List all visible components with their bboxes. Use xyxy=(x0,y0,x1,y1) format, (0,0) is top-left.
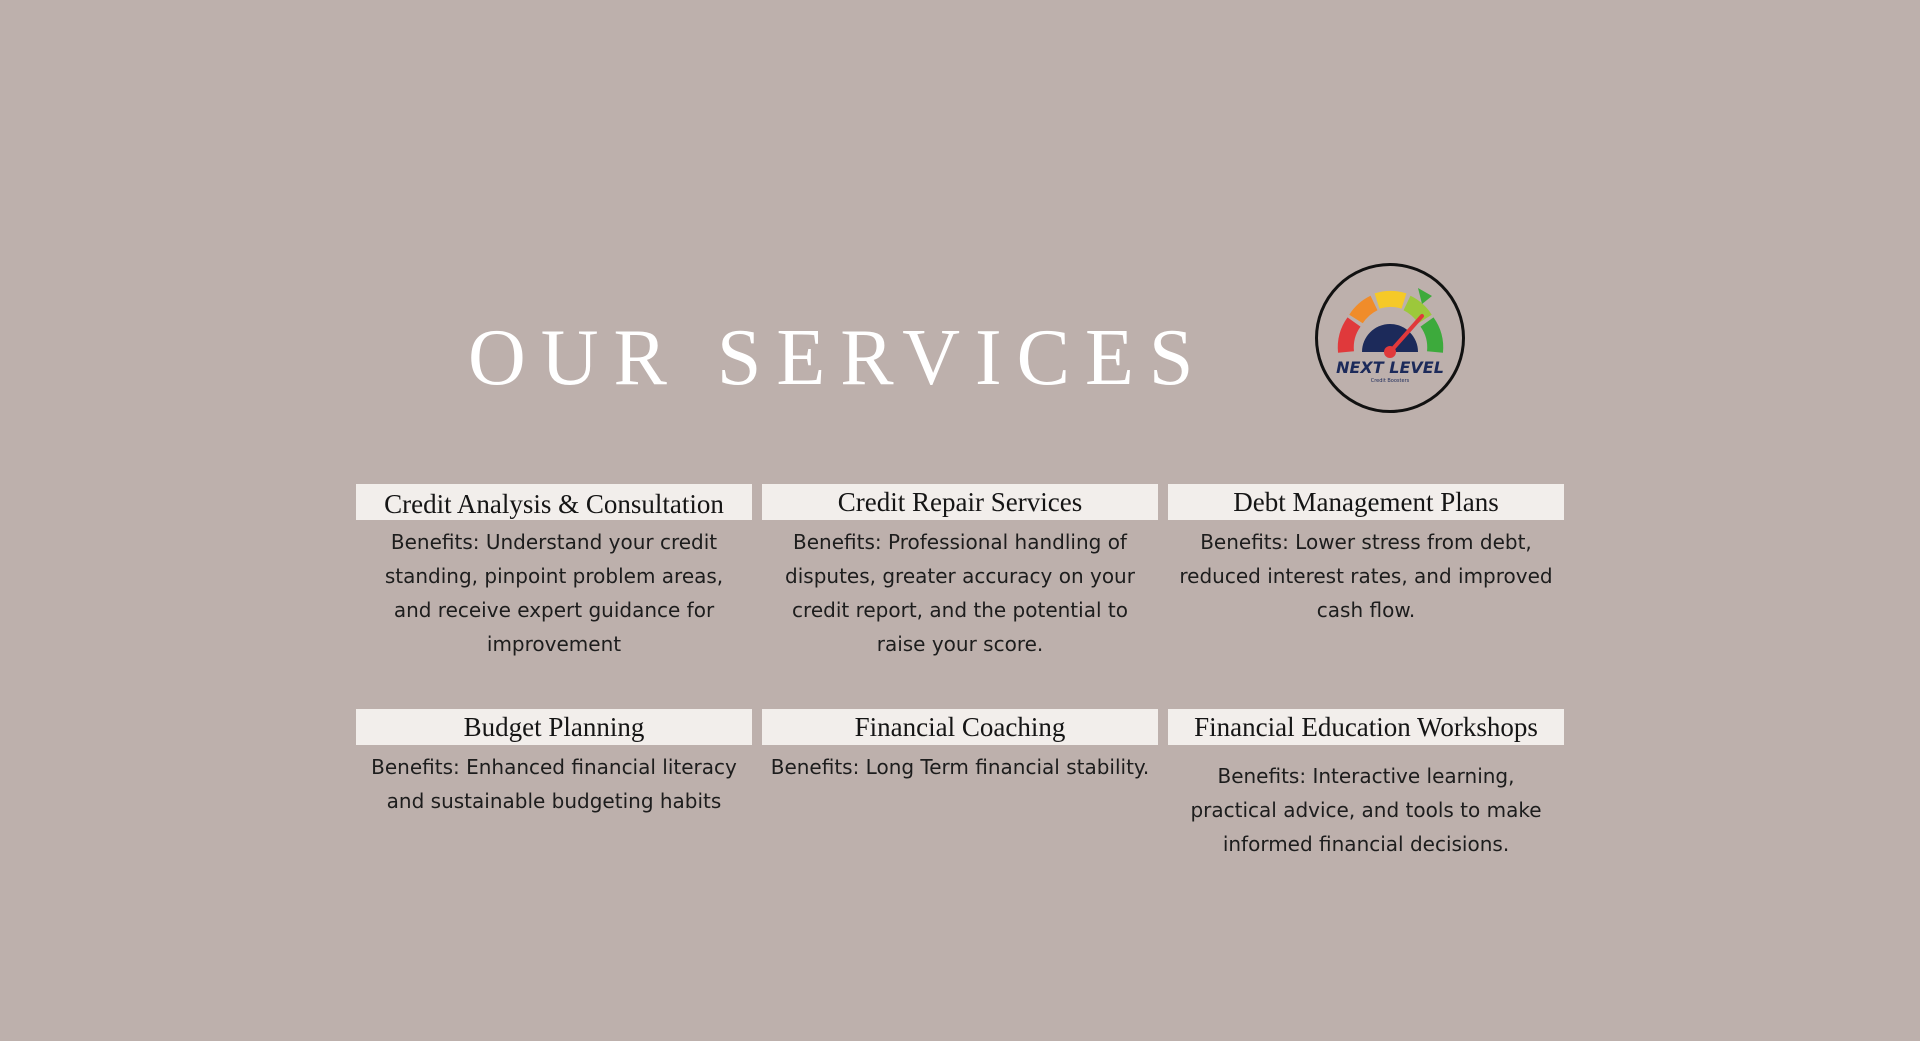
service-description: Benefits: Enhanced financial literacy and sustainable budgeting habits xyxy=(371,755,737,813)
service-credit-analysis xyxy=(356,484,752,661)
service-description: Benefits: Interactive learning, practical advice, and tools to make informed financial decisions. xyxy=(1190,764,1542,856)
service-description: Benefits: Long Term financial stability. xyxy=(770,755,1150,779)
service-title: Financial Coaching xyxy=(762,709,1158,745)
service-description: Benefits: Understand your credit standing, pinpoint problem areas, and receive expert guidance for improvement xyxy=(384,530,724,656)
service-title: Credit Analysis & Consultation xyxy=(356,484,752,520)
logo-text: NEXT LEVEL xyxy=(1336,358,1444,377)
logo-subtext: Credit Boosters xyxy=(1370,378,1410,384)
service-title: Budget Planning xyxy=(356,709,752,745)
service-budget-planning xyxy=(356,709,752,818)
service-credit-repair xyxy=(762,484,1158,661)
next-level-logo xyxy=(1315,263,1465,413)
service-financial-coaching xyxy=(762,709,1158,784)
service-description: Benefits: Professional handling of disputes, greater accuracy on your credit report, and the potential to raise your score. xyxy=(785,530,1135,656)
service-financial-education xyxy=(1168,709,1564,861)
service-description: Benefits: Lower stress from debt, reduced interest rates, and improved cash flow. xyxy=(1179,530,1553,622)
service-debt-management xyxy=(1168,484,1564,627)
service-title: Financial Education Workshops xyxy=(1168,709,1564,745)
speedometer-gauge-icon xyxy=(1318,266,1462,410)
page-title: OUR SERVICES xyxy=(468,314,1209,402)
service-title: Debt Management Plans xyxy=(1168,484,1564,520)
service-title: Credit Repair Services xyxy=(762,484,1158,520)
